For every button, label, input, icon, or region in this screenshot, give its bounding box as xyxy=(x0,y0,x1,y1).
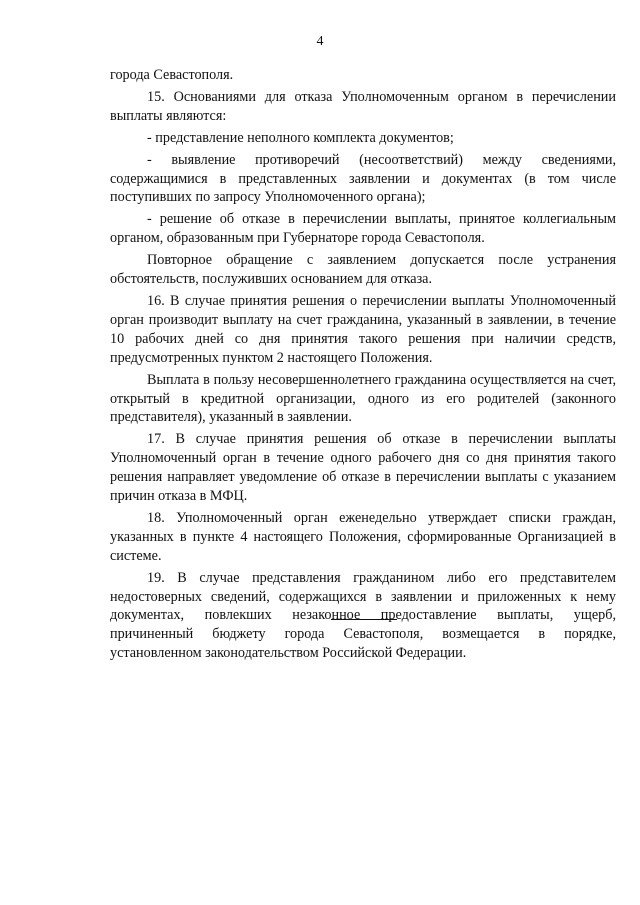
paragraph-refusal-incomplete-docs: - представление неполного комплекта документов; xyxy=(147,129,454,146)
paragraph-minor-payment: Выплата в пользу несовершеннолетнего гражданина осуществляется на счет, открытый в кредитной организации, одного из его родителей (законного представителя), указанный в заявлении. xyxy=(110,371,616,426)
paragraph-city-tail: города Севастополя. xyxy=(110,67,234,83)
paragraph-item-19: 19. В случае представления гражданином либо его представителем недостоверных сведений, содержащихся в заявлении и приложенных к нему документах, повлекших незаконное предоставление выплаты, ущерб, причиненный бюджету города Севастополя, возмещается в порядке, установленном законодательством Российской Федерации. xyxy=(110,569,616,662)
end-of-document-line xyxy=(331,619,397,620)
paragraph-repeat-application: Повторное обращение с заявлением допускается после устранения обстоятельств, послуживших основанием для отказа. xyxy=(110,252,616,288)
paragraph-item-15: 15. Основаниями для отказа Уполномоченным органом в перечислении выплаты являются: xyxy=(110,88,616,124)
paragraph-item-17: 17. В случае принятия решения об отказе в перечислении выплаты Уполномоченный орган в течение одного рабочего дня со дня принятия такого решения направляет уведомление об отказе в перечислении выплаты с указанием причин отказа в МФЦ. xyxy=(110,431,616,505)
document-body xyxy=(110,66,616,663)
paragraph-item-18: 18. Уполномоченный орган еженедельно утверждает списки граждан, указанных в пункте 4 настоящего Положения, сформированные Организацией в системе. xyxy=(110,509,616,564)
paragraph-refusal-contradictions: - выявление противоречий (несоответствий) между сведениями, содержащимися в представленных заявлении и документах (в том числе поступивших по запросу Уполномоченного органа); xyxy=(110,151,616,206)
paragraph-refusal-collegial-decision: - решение об отказе в перечислении выплаты, принятое коллегиальным органом, образованным при Губернаторе города Севастополя. xyxy=(110,211,616,247)
paragraph-item-16: 16. В случае принятия решения о перечислении выплаты Уполномоченный орган производит выплату на счет гражданина, указанный в заявлении, в течение 10 рабочих дней со дня принятия такого решения при наличии средств, предусмотренных пунктом 2 настоящего Положения. xyxy=(110,292,616,366)
page-number: 4 xyxy=(316,34,324,49)
